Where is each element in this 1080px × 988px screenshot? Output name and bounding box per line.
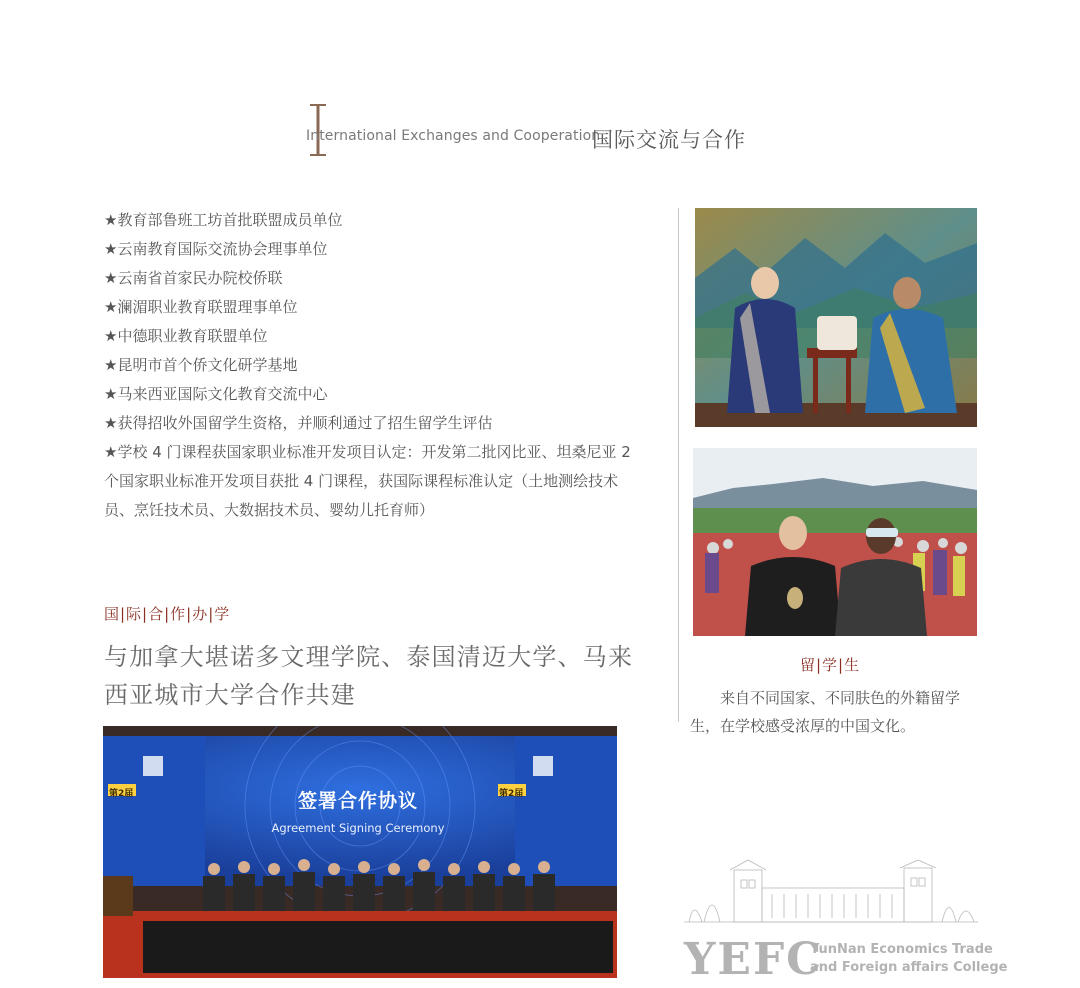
students-photo [693, 448, 977, 636]
honor-item: ★获得招收外国留学生资格，并顺利通过了招生留学生评估 [104, 414, 493, 432]
column-divider [678, 208, 679, 722]
ceremony-banner-subtitle: Agreement Signing Ceremony [271, 821, 445, 835]
logo-abbreviation: YEFC [684, 934, 824, 985]
honor-item: ★学校 4 门课程获国家职业标准开发项目认定：开发第二批冈比亚、坦桑尼亚 2 个国家职业标准开发项目获批 4 门课程，获国际课程标准认定（土地测绘技术员、烹饪技术员、大数据技术员、婴幼儿托育师） [104, 443, 631, 519]
logo-name-line1: YunNan Economics Trade [810, 942, 993, 957]
interview-photo [695, 208, 977, 427]
coop-section-title: 与加拿大堪诺多文理学院、泰国清迈大学、马来西亚城市大学合作共建 [104, 643, 634, 709]
honor-item: ★澜湄职业教育联盟理事单位 [104, 298, 298, 316]
banner-badge-left: 第2届 [109, 789, 134, 799]
honor-item: ★云南教育国际交流协会理事单位 [104, 240, 328, 258]
logo-name-line2: and Foreign affairs College [810, 960, 1008, 975]
honor-item: ★云南省首家民办院校侨联 [104, 269, 283, 287]
honor-item: ★昆明市首个侨文化研学基地 [104, 356, 298, 374]
honor-item: ★马来西亚国际文化教育交流中心 [104, 385, 328, 403]
campus-sketch-illustration [684, 858, 978, 934]
coop-section-label: 国|际|合|作|办|学 [104, 605, 231, 623]
students-description: 来自不同国家、不同肤色的外籍留学生，在学校感受浓厚的中国文化。 [690, 689, 961, 735]
signing-ceremony-photo [103, 726, 617, 978]
honor-item: ★教育部鲁班工坊首批联盟成员单位 [104, 211, 343, 229]
header-title-en: International Exchanges and Cooperation [306, 128, 601, 144]
ceremony-banner-title: 签署合作协议 [297, 790, 418, 812]
honor-item: ★中德职业教育联盟单位 [104, 327, 268, 345]
header-title-zh: 国际交流与合作 [592, 128, 746, 152]
honors-list [104, 206, 636, 525]
banner-badge-right: 第2届 [499, 789, 524, 799]
students-section-label: 留|学|生 [800, 656, 861, 674]
